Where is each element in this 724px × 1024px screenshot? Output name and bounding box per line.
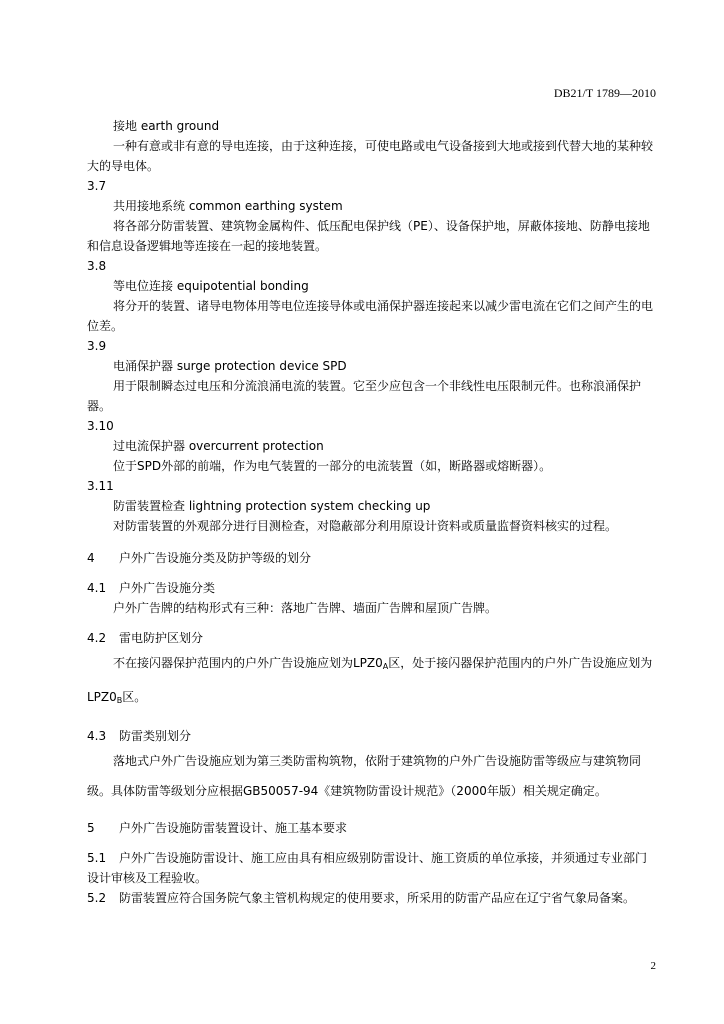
subsection-5-1 <box>87 848 657 888</box>
lpz-subscript-b: B <box>116 696 123 705</box>
doc-code-header: DB21/T 1789—2010 <box>553 86 656 100</box>
lpz-text-b: 区，处于接闪器保护范围内的户外广告设施应划为LPZ0 <box>87 656 653 704</box>
term-title: 接地 earth ground <box>113 119 220 133</box>
term-title: 电涌保护器 surge protection device SPD <box>113 359 347 373</box>
term-title: 等电位连接 equipotential bonding <box>113 279 309 293</box>
lpz-subscript-a: A <box>382 662 389 671</box>
term-title: 防雷装置检查 lightning protection system checking up <box>113 499 431 513</box>
subsection-title: 户外广告设施分类 <box>119 581 216 595</box>
clause-number: 3.9 <box>87 339 107 353</box>
term-definition: 位于SPD外部的前端，作为电气装置的一部分的电流装置（如，断路器或熔断器）。 <box>113 459 552 473</box>
subsection-4-1-heading <box>87 578 657 598</box>
clause-number: 3.10 <box>87 419 114 433</box>
subsection-number: 4.2 <box>87 631 107 645</box>
term-title: 共用接地系统 common earthing system <box>113 199 343 213</box>
document-body <box>87 116 657 908</box>
subsection-number: 5.2 <box>87 891 107 905</box>
clause-number: 3.8 <box>87 259 107 273</box>
subsection-text: 户外广告牌的结构形式有三种：落地广告牌、墙面广告牌和屋顶广告牌。 <box>113 601 498 615</box>
subsection-text <box>87 648 657 716</box>
term-definition: 对防雷装置的外观部分进行目测检查，对隐蔽部分利用原设计资料或质量监督资料核实的过程。 <box>113 519 618 533</box>
section-4-heading <box>87 548 657 568</box>
term-definition: 将分开的装置、诸导电物体用等电位连接导体或电涌保护器连接起来以减少雷电流在它们之间产生的电位差。 <box>87 299 654 333</box>
term-definition: 将各部分防雷装置、建筑物金属构件、低压配电保护线（PE）、设备保护地，屏蔽体接地、防静电接地和信息设备逻辑地等连接在一起的接地装置。 <box>87 219 650 253</box>
term-definition: 用于限制瞬态过电压和分流浪涌电流的装置。它至少应包含一个非线性电压限制元件。也称浪涌保护器。 <box>87 379 642 413</box>
section-number: 5 <box>87 821 95 835</box>
subsection-number: 4.3 <box>87 729 107 743</box>
subsection-title: 防雷类别划分 <box>119 729 192 743</box>
lpz-text-a: 不在接闪器保护范围内的户外广告设施应划为LPZ0 <box>113 656 383 670</box>
section-title: 户外广告设施分类及防护等级的划分 <box>119 551 312 565</box>
section-5-heading <box>87 818 657 838</box>
term-title: 过电流保护器 overcurrent protection <box>113 439 324 453</box>
subsection-text: 落地式户外广告设施应划为第三类防雷构筑物，依附于建筑物的户外广告设施防雷等级应与建筑物同级。具体防雷等级划分应根据GB50057-94《建筑物防雷设计规范》（2000年版）相关规定确定。 <box>87 754 642 798</box>
clause-number: 3.11 <box>87 479 114 493</box>
page-number: 2 <box>650 960 656 972</box>
subsection-5-2 <box>87 888 657 908</box>
subsection-4-3-heading <box>87 726 657 746</box>
term-definition: 一种有意或非有意的导电连接，由于这种连接，可使电路或电气设备接到大地或接到代替大地的某种较大的导电体。 <box>87 139 654 173</box>
clause-number: 3.7 <box>87 179 107 193</box>
subsection-4-2-heading <box>87 628 657 648</box>
subsection-text: 防雷装置应符合国务院气象主管机构规定的使用要求，所采用的防雷产品应在辽宁省气象局备案。 <box>119 891 636 905</box>
subsection-text: 户外广告设施防雷设计、施工应由具有相应级别防雷设计、施工资质的单位承接，并须通过专业部门设计审核及工程验收。 <box>87 851 648 885</box>
subsection-number: 5.1 <box>87 851 107 865</box>
section-number: 4 <box>87 551 95 565</box>
lpz-text-c: 区。 <box>122 690 147 704</box>
subsection-number: 4.1 <box>87 581 107 595</box>
section-title: 户外广告设施防雷装置设计、施工基本要求 <box>119 821 348 835</box>
subsection-title: 雷电防护区划分 <box>119 631 204 645</box>
